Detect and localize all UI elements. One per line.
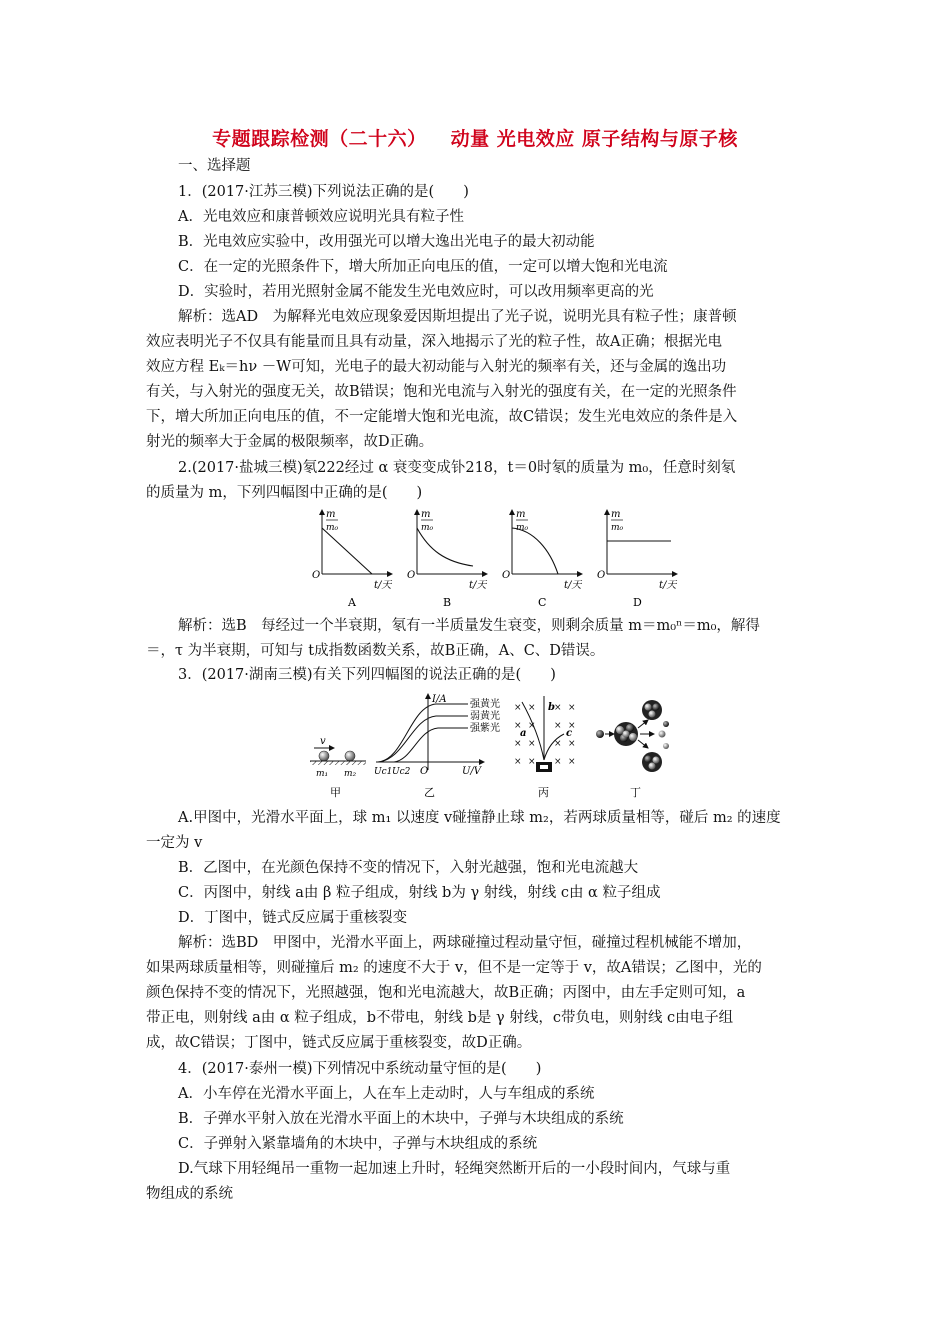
q3-option-a-line1: A.甲图中，光滑水平面上，球 m₁ 以速度 v碰撞静止球 m₂，若两球质量相等，碰后 m₂ 的速度 [178,810,781,826]
svg-text:×: × [514,757,522,767]
curve-exponential [417,528,473,566]
q3-option-c: C．丙图中，射线 a由 β 粒子组成，射线 b为 γ 射线，射线 c由 α 粒子组成 [178,885,661,901]
figure-label-yi: 乙 [424,786,435,799]
axis-label-m: m [611,509,621,520]
figure-jia [310,736,366,799]
figure-ding [596,700,669,799]
title-part2: 动量 光电效应 原子结构与原子核 [450,128,738,150]
q1-option-c: C．在一定的光照条件下，增大所加正向电压的值，一定可以增大饱和光电流 [178,259,668,275]
graph-label-c: C [538,596,547,609]
curve-strong-yellow [378,704,468,762]
q1-option-a: A．光电效应和康普顿效应说明光具有粒子性 [178,209,464,225]
svg-text:×: × [568,739,576,749]
svg-text:×: × [528,721,536,731]
velocity-label: v [320,736,326,747]
heavy-nucleus [614,722,638,746]
legend-strong-violet: 强紫光 [470,723,500,734]
origin-label: O [420,766,429,777]
axis-label-t: t/天 [564,580,582,591]
axis-label-m0: m₀ [421,523,434,533]
page-title [0,124,950,151]
svg-text:×: × [514,739,522,749]
axis-label-t: t/天 [374,580,392,591]
svg-text:×: × [528,739,536,749]
ball-m2 [345,751,355,761]
q4-stem: 4．(2017·泰州一模)下列情况中系统动量守恒的是( ) [178,1061,542,1077]
q3-analysis-line: 成，故C错误；丁图中，链式反应属于重核裂变，故D正确。 [146,1035,532,1051]
axis-label-t: t/天 [659,580,677,591]
figure-label-ding: 丁 [630,786,641,799]
figure-label-jia: 甲 [330,786,341,799]
graph-a [312,509,392,609]
q1-analysis-line: 射光的频率大于金属的极限频率，故D正确。 [146,434,434,450]
graph-label-b: B [443,596,452,609]
label-m1: m₁ [316,769,329,779]
q4-option-a: A．小车停在光滑水平面上，人在车上走动时，人与车组成的系统 [178,1086,595,1102]
q1-analysis-line: 解析：选AD 为解释光电效应现象爱因斯坦提出了光子说，说明光具有粒子性；康普顿 [178,309,737,325]
svg-text:×: × [514,721,522,731]
axis-label-m: m [421,509,431,520]
fission-fragment-top [642,700,662,720]
q3-stem: 3．(2017·湖南三模)有关下列四幅图的说法正确的是( ) [178,667,556,683]
q2-stem-line1: 2.(2017·盐城三模)氡222经过 α 衰变变成钋218，t＝0时氡的质量为 m₀，任意时刻氡 [178,460,736,476]
figure-yi [374,694,500,799]
legend-strong-yellow: 强黄光 [470,699,500,710]
svg-text:×: × [528,703,536,713]
q1-analysis-line: 效应表明光子不仅具有能量而且具有动量，深入地揭示了光的粒子性，故A正确；根据光电 [146,334,722,350]
q1-stem: 1．(2017·江苏三模)下列说法正确的是( ) [178,184,469,200]
q3-option-d: D．丁图中，链式反应属于重核裂变 [178,910,408,926]
svg-text:×: × [528,757,536,767]
q3-four-figures [308,690,688,800]
neutron [596,730,604,738]
axis-label-m0: m₀ [326,523,339,533]
q4-option-d-line1: D.气球下用轻绳吊一重物一起加速上升时，轻绳突然断开后的一小段时间内，气球与重 [178,1161,731,1177]
axis-label-i: I/A [432,694,447,705]
axis-label-m0: m₀ [611,523,624,533]
graph-b [407,509,487,609]
q1-analysis-line: 有关，与入射光的强度无关，故B错误；饱和光电流与入射光的强度有关，在一定的光照条件 [146,384,737,400]
q1-option-d: D．实验时，若用光照射金属不能发生光电效应时，可以改用频率更高的光 [178,284,654,300]
q1-option-b: B．光电效应实验中，改用强光可以增大逸出光电子的最大初动能 [178,234,595,250]
origin-label: O [407,570,416,581]
label-c: c [566,728,573,739]
q3-analysis-line: 解析：选BD 甲图中，光滑水平面上，两球碰撞过程动量守恒，碰撞过程机械能不增加， [178,935,752,951]
axis-label-m0: m₀ [516,523,529,533]
q3-option-a-line2: 一定为 v [146,835,203,851]
graph-c [502,509,582,609]
q2-analysis-line2: ＝，τ 为半衰期，可知与 t成指数函数关系，故B正确，A、C、D错误。 [146,643,605,659]
q3-analysis-line: 颜色保持不变的情况下，光照越强，饱和光电流越大，故B正确；丙图中，由左手定则可知，a [146,985,746,1001]
label-uc2: Uc2 [392,767,411,777]
graph-label-a: A [348,596,356,609]
q2-stem-line2: 的质量为 m，下列四幅图中正确的是( ) [146,485,423,501]
curve-strong-violet [394,728,468,762]
released-neutron [663,743,669,749]
graph-d [597,509,677,609]
q2-analysis-line1: 解析：选B 每经过一个半衰期，氡有一半质量发生衰变，则剩余质量 m＝m₀ⁿ＝m₀，解得 [178,618,760,634]
q3-analysis-line: 带正电，则射线 a由 α 粒子组成，b不带电，射线 b是 γ 射线，c带负电，则射线 c由电子组 [146,1010,734,1026]
title-part1: 专题跟踪检测（二十六） [212,128,427,150]
axis-label-t: t/天 [469,580,487,591]
axis-label-m: m [516,509,526,520]
released-neutron [663,721,669,727]
svg-text:×: × [554,757,562,767]
curve-concave [512,528,558,574]
axis-label-m: m [326,509,336,520]
q3-analysis-line: 如果两球质量相等，则碰撞后 m₂ 的速度不大于 v，但不是一定等于 v，故A错误；乙图中，光的 [146,960,762,976]
q4-option-b: B．子弹水平射入放在光滑水平面上的木块中，子弹与木块组成的系统 [178,1111,624,1127]
figure-label-bing: 丙 [538,786,549,799]
label-m2: m₂ [344,769,357,779]
fission-fragment-bottom [642,752,662,772]
q2-decay-graphs [300,506,680,614]
graph-label-d: D [633,596,642,609]
legend-weak-yellow: 弱黄光 [470,711,500,722]
curve-linear [322,528,372,574]
origin-label: O [597,570,606,581]
released-neutron [659,731,666,738]
q4-option-d-line2: 物组成的系统 [146,1186,233,1202]
label-a: a [520,728,527,739]
section-heading: 一、选择题 [178,158,251,174]
label-b: b [548,702,555,713]
svg-text:×: × [568,757,576,767]
svg-text:×: × [568,703,576,713]
svg-text:×: × [514,703,522,713]
svg-text:×: × [554,703,562,713]
svg-text:×: × [554,739,562,749]
q1-analysis-line: 效应方程 Eₖ＝hν －W可知，光电子的最大初动能与入射光的频率有关，还与金属的逸出功 [146,359,727,375]
label-uc1: Uc1 [374,767,393,777]
q4-option-c: C．子弹射入紧靠墙角的木块中，子弹与木块组成的系统 [178,1136,538,1152]
q1-analysis-line: 下，增大所加正向电压的值，不一定能增大饱和光电流，故C错误；发生光电效应的条件是入 [146,409,738,425]
origin-label: O [312,570,321,581]
figure-bing [514,696,576,799]
q3-option-b: B．乙图中，在光颜色保持不变的情况下，入射光越强，饱和光电流越大 [178,860,639,876]
svg-text:×: × [568,721,576,731]
axis-label-u: U/V [462,766,482,777]
ball-m1 [319,751,329,761]
svg-text:×: × [554,721,562,731]
origin-label: O [502,570,511,581]
